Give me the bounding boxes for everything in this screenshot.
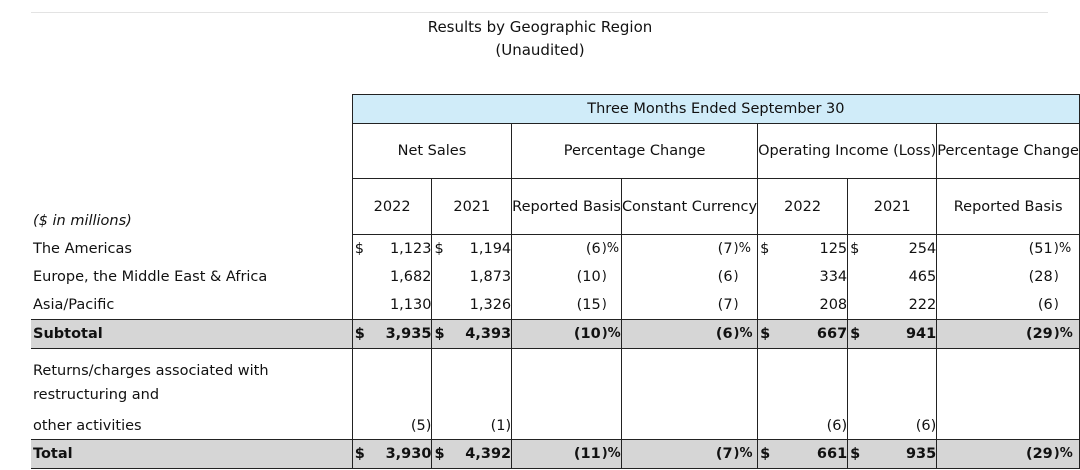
row-label: Subtotal [31, 320, 352, 349]
operating-income-2021: 465 [868, 263, 937, 291]
paren: ) [733, 241, 739, 256]
table-row [31, 413, 1080, 440]
paren: ) [1053, 263, 1080, 291]
dollar-sign: $ [760, 241, 770, 257]
percent-suffix [601, 320, 622, 349]
row-label: Returns/charges associated with restructuring and [33, 363, 269, 403]
dollar-sign: $ [352, 320, 369, 349]
percent-sign: % [607, 326, 621, 341]
row-label: other activities [33, 418, 142, 434]
percentage-change-header-2: Percentage Change [937, 124, 1080, 179]
dollar-sign: $ [432, 320, 449, 349]
col-header-constant-currency: Constant Currency [621, 179, 757, 235]
top-rule [31, 12, 1048, 13]
table-row [31, 235, 1080, 264]
paren: ) [733, 326, 740, 341]
oi-reported-basis: (29 [937, 320, 1053, 349]
oi-reported-basis: (29 [937, 440, 1053, 469]
dollar-sign: $ [758, 320, 779, 349]
constant-currency: (7 [621, 440, 732, 469]
reported-basis: (10 [512, 320, 601, 349]
reported-basis: (6 [585, 241, 601, 257]
dollar-sign: $ [432, 440, 449, 469]
percent-sign: % [739, 326, 753, 341]
percent-suffix [1053, 235, 1080, 264]
percent-suffix [733, 235, 758, 264]
percent-suffix [601, 235, 622, 264]
table-row [31, 263, 1080, 291]
net-sales-2022: (5) [410, 418, 432, 434]
table-row [31, 349, 1080, 414]
paren: ) [733, 446, 740, 461]
paren: ) [601, 291, 622, 320]
operating-income-2022: (6) [826, 418, 848, 434]
operating-income-2021: 254 [868, 235, 937, 264]
percent-sign: % [738, 241, 751, 256]
operating-income-header: Operating Income (Loss) [758, 124, 937, 179]
percent-suffix [733, 440, 758, 469]
oi-reported-basis: (28 [1028, 269, 1053, 285]
percent-sign: % [607, 446, 621, 461]
net-sales-2022: 3,935 [369, 320, 432, 349]
col-header-oi-2022: 2022 [758, 179, 848, 235]
region-results-table [31, 94, 1080, 469]
net-sales-2022: 1,130 [389, 297, 432, 313]
net-sales-2021: 1,326 [449, 291, 512, 320]
net-sales-header: Net Sales [352, 124, 511, 179]
constant-currency: (6 [717, 269, 733, 285]
paren: ) [601, 326, 608, 341]
percent-suffix [733, 320, 758, 349]
percent-sign: % [739, 446, 753, 461]
percent-sign: % [1059, 446, 1073, 461]
net-sales-2021: 1,873 [449, 263, 512, 291]
row-label: Europe, the Middle East & Africa [33, 269, 268, 285]
col-header-reported-basis-2: Reported Basis [937, 179, 1080, 235]
dollar-sign: $ [432, 235, 449, 264]
dollar-sign: $ [848, 235, 868, 264]
operating-income-2022: 334 [819, 269, 848, 285]
paren: ) [1053, 291, 1080, 320]
oi-reported-basis: (6 [1037, 297, 1053, 313]
net-sales-2022: 3,930 [369, 440, 432, 469]
net-sales-2022: 1,123 [389, 241, 432, 257]
percentage-change-header: Percentage Change [512, 124, 758, 179]
operating-income-2022: 125 [819, 241, 848, 257]
net-sales-2022: 1,682 [389, 269, 432, 285]
operating-income-2022: 667 [779, 320, 848, 349]
total-row [31, 440, 1080, 469]
dollar-sign: $ [352, 235, 369, 264]
units-label: ($ in millions) [33, 212, 132, 229]
report-title: Results by Geographic Region [427, 18, 653, 36]
percent-suffix [1053, 440, 1080, 469]
percent-sign: % [1058, 241, 1072, 256]
row-label: Asia/Pacific [33, 297, 115, 313]
header-row-columns [31, 179, 1080, 235]
reported-basis: (11 [512, 440, 601, 469]
dollar-sign: $ [848, 320, 868, 349]
header-row-groups [31, 124, 1080, 179]
row-label: Total [31, 440, 352, 469]
percent-sign: % [1059, 326, 1073, 341]
net-sales-2021: 1,194 [449, 235, 512, 264]
paren: ) [601, 446, 608, 461]
reported-basis: (10 [576, 269, 601, 285]
paren: ) [1053, 326, 1060, 341]
operating-income-2021: 941 [868, 320, 937, 349]
operating-income-2022: 208 [819, 297, 848, 313]
oi-reported-basis: (51 [1028, 241, 1053, 257]
operating-income-2021: (6) [868, 413, 937, 440]
paren: ) [601, 241, 607, 256]
constant-currency: (7 [717, 297, 733, 313]
col-header-2022: 2022 [352, 179, 432, 235]
net-sales-2021: (1) [449, 413, 512, 440]
paren: ) [733, 263, 758, 291]
constant-currency: (6 [621, 320, 732, 349]
dollar-sign: $ [758, 440, 779, 469]
operating-income-2021: 935 [868, 440, 937, 469]
paren: ) [733, 291, 758, 320]
operating-income-2021: 222 [868, 291, 937, 320]
dollar-sign: $ [352, 440, 369, 469]
table-row [31, 291, 1080, 320]
operating-income-2022: 661 [779, 440, 848, 469]
col-header-reported-basis: Reported Basis [512, 179, 622, 235]
net-sales-2021: 4,393 [449, 320, 512, 349]
paren: ) [1053, 241, 1059, 256]
paren: ) [1053, 446, 1060, 461]
row-label: The Americas [33, 240, 132, 257]
subtotal-row [31, 320, 1080, 349]
period-header: Three Months Ended September 30 [352, 95, 1079, 124]
col-header-2021: 2021 [432, 179, 512, 235]
dollar-sign: $ [848, 440, 868, 469]
percent-suffix [601, 440, 622, 469]
paren: ) [601, 263, 622, 291]
net-sales-2021: 4,392 [449, 440, 512, 469]
constant-currency: (7 [717, 241, 733, 257]
report-subtitle: (Unaudited) [495, 41, 585, 59]
percent-suffix [1053, 320, 1080, 349]
header-row-period [31, 95, 1080, 124]
col-header-oi-2021: 2021 [848, 179, 937, 235]
percent-sign: % [606, 241, 620, 256]
reported-basis: (15 [576, 297, 601, 313]
